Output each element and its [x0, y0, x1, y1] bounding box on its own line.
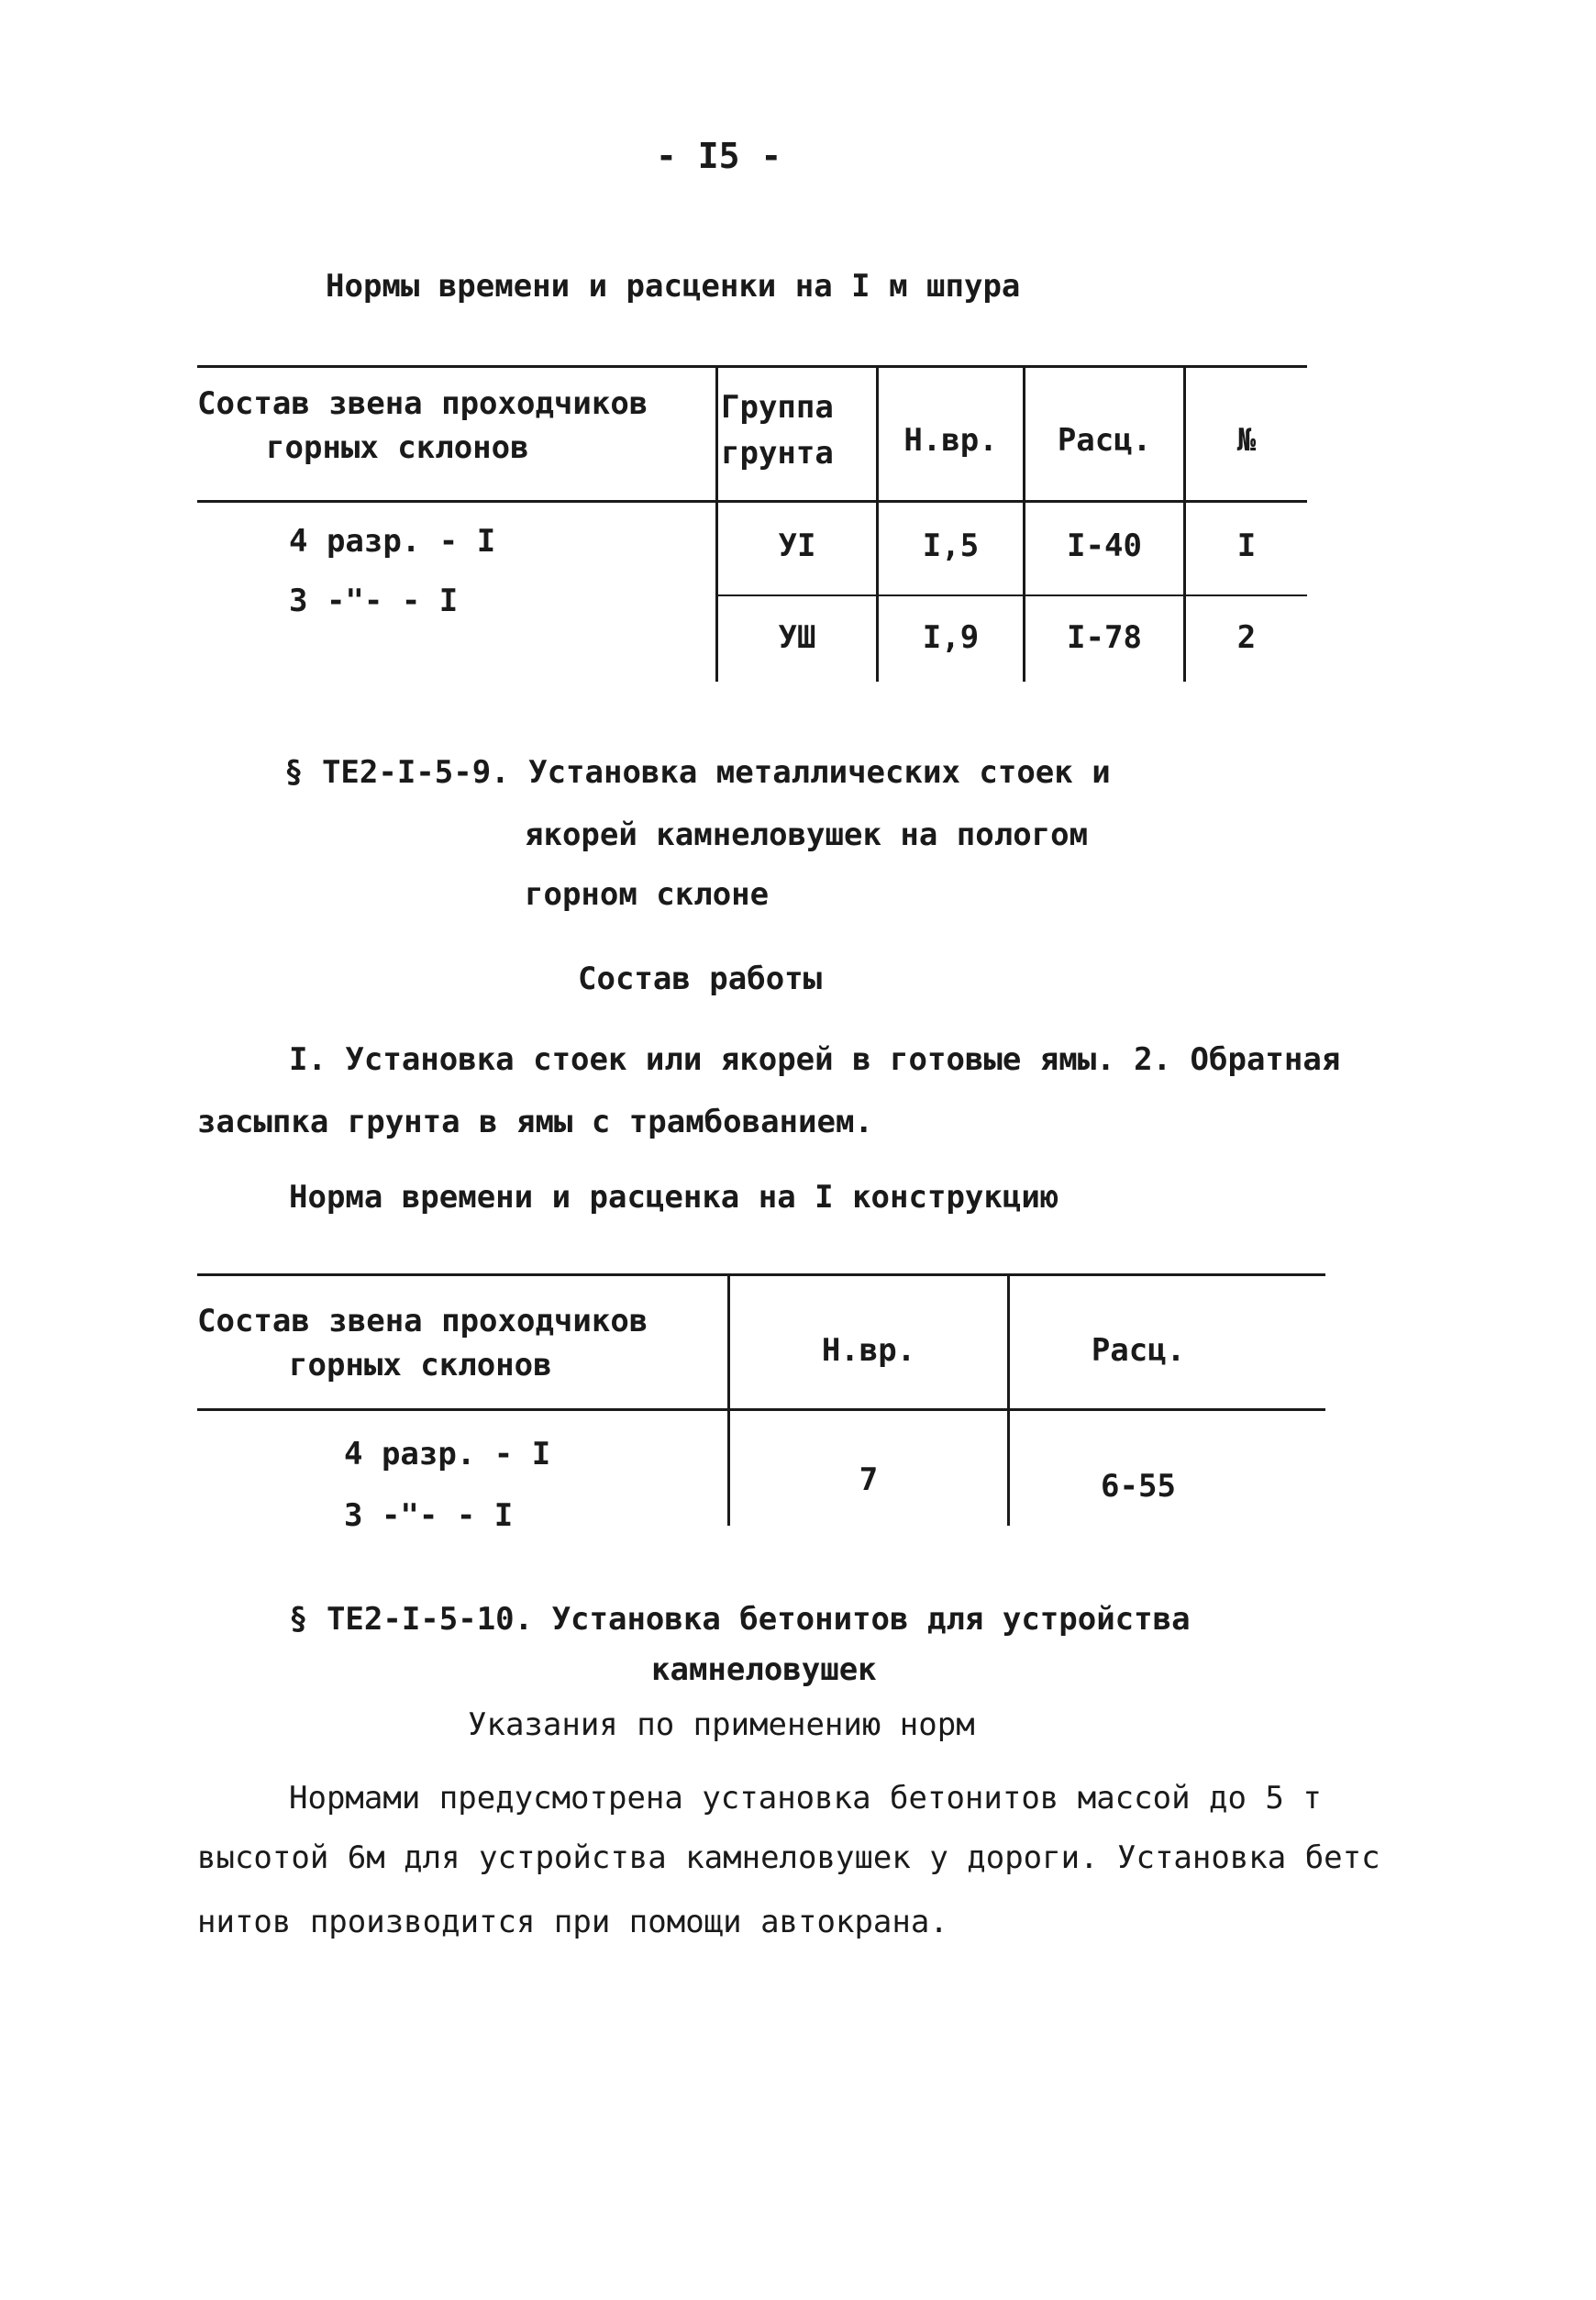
table2-header-rate: Расц.	[1091, 1332, 1186, 1369]
table1-caption: Нормы времени и расценки на I м шпура	[326, 268, 1021, 305]
table2-row-rate: 6-55	[1101, 1468, 1176, 1505]
table1-row2-num: 2	[1236, 619, 1257, 656]
table1-top-rule	[197, 365, 1307, 368]
table1-row1-num: I	[1236, 528, 1257, 564]
section9-work-line1: I. Установка стоек или якорей в готовые ямы. 2. Обратная	[289, 1041, 1341, 1078]
table2-crew-line2: 3 -"- - I	[344, 1497, 514, 1534]
table1-row2-time: I,9	[922, 619, 980, 656]
table2-crew-line1: 4 разр. - I	[344, 1436, 551, 1472]
table1-header-time: Н.вр.	[903, 422, 998, 459]
section9-work-line2: засыпка грунта в ямы с трамбованием.	[197, 1104, 873, 1140]
table1-row-rule	[715, 594, 1307, 596]
section10-text-line2: высотой 6м для устройства камнеловушек у дороги. Установка бетс	[197, 1839, 1380, 1876]
table2-header-crew-line1: Состав звена проходчиков	[197, 1303, 648, 1339]
section10-guide-heading: Указания по применению норм	[468, 1706, 975, 1743]
table1-crew-line2: 3 -"- - I	[289, 583, 459, 619]
section10-title-line1: § ТЕ2-I-5-10. Установка бетонитов для устройства	[289, 1601, 1191, 1638]
table1-header-crew-line1: Состав звена проходчиков	[197, 385, 648, 422]
table2-top-rule	[197, 1273, 1325, 1276]
table1-header-num: №	[1236, 422, 1257, 459]
table1-header-group-line1: Группа	[721, 389, 834, 426]
table1-row1-rate: I-40	[1067, 528, 1142, 564]
table2-header-rule	[197, 1408, 1325, 1411]
table1-row2-rate: I-78	[1067, 619, 1142, 656]
table1-row1-time: I,5	[922, 528, 980, 564]
page-number: - I5 -	[656, 136, 782, 176]
section9-work-heading: Состав работы	[578, 961, 823, 997]
table1-header-group-line2: грунта	[721, 435, 834, 472]
section9-title-line1: § ТЕ2-I-5-9. Установка металлических стоек и	[284, 754, 1111, 791]
table1-header-rate: Расц.	[1057, 422, 1152, 459]
section10-title-line2: камнеловушек	[651, 1651, 877, 1688]
section10-text-line1: Нормами предусмотрена установка бетонитов массой до 5 т	[289, 1780, 1322, 1817]
table1-row1-group: УI	[778, 528, 816, 564]
section9-title-line2: якорей камнеловушек на пологом	[525, 817, 1089, 853]
table1-row2-group: УШ	[778, 619, 816, 656]
table1-crew-line1: 4 разр. - I	[289, 523, 496, 560]
table2-header-crew-line2: горных склонов	[289, 1347, 552, 1383]
table1-header-crew-line2: горных склонов	[266, 429, 529, 466]
table1-header-rule	[197, 500, 1307, 503]
table2-caption: Норма времени и расценка на I конструкцию	[289, 1179, 1059, 1216]
table2-header-time: Н.вр.	[821, 1332, 916, 1369]
section10-text-line3: нитов производится при помощи автокрана.	[197, 1904, 948, 1940]
section9-title-line3: горном склоне	[525, 876, 770, 913]
table2-row-time: 7	[859, 1461, 879, 1498]
